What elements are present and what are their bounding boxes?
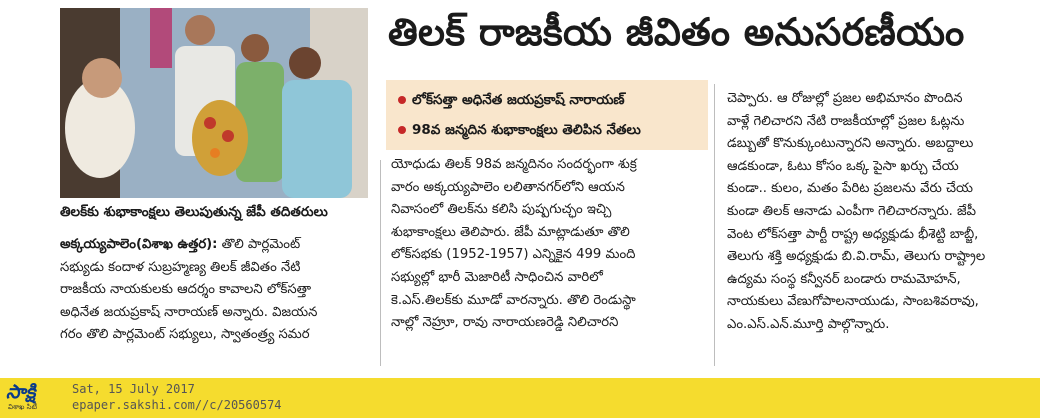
bullet-icon	[398, 96, 406, 104]
dateline: అక్కయ్యపాలెం(విశాఖ ఉత్తర):	[60, 237, 218, 252]
headline: తిలక్ రాజకీయ జీవితం అనుసరణీయం	[388, 10, 965, 54]
article-line: కె.ఎస్.తిలక్‌కు మూడో వారన్నారు. తొలి రెండుస్థా	[391, 292, 636, 308]
article-line: గరం తొలి పార్లమెంట్ సభ్యులు, స్వాతంత్ర్య సమర	[60, 327, 310, 343]
article-column-1	[60, 234, 376, 347]
logo-subtitle: విశాఖ సిటీ	[8, 403, 37, 411]
news-photo	[60, 8, 368, 198]
article-line: అధినేత జయప్రకాష్ నారాయణ్ అన్నారు. విజయన	[60, 304, 318, 320]
article-line: ఎం.ఎస్.ఎన్.మూర్తి పాల్గొన్నారు.	[727, 316, 890, 332]
article-line: నివాసంలో తిలక్‌ను కలిసి పుష్పగుచ్ఛం ఇచ్చి	[391, 202, 612, 218]
news-photo-illustration	[60, 8, 368, 198]
article-column-2	[391, 154, 706, 335]
highlight-item	[398, 92, 625, 111]
article-line: చెప్పారు. ఆ రోజుల్లో ప్రజల అభిమానం పొందిన	[727, 91, 963, 106]
article-line: సభ్యుడు కందాళ సుబ్రహ్మణ్య తిలక్ జీవితం నేటి	[60, 259, 301, 275]
article-line: నాల్లో నెహ్రూ, రావు నారాయణరెడ్డి నిలిచారని	[391, 315, 619, 331]
article-line: ఆడకుండా, ఓటు కోసం ఒక్క పైసా ఖర్చు చేయ	[727, 158, 959, 174]
highlights-box	[386, 80, 708, 150]
article-line: శుభాకాంక్షలు తెలిపారు. జేపీ మాట్లాడుతూ తొలి	[391, 224, 630, 240]
article-line: సభ్యుల్లో భారీ మెజారిటీ సాధించిన వారిలో	[391, 269, 603, 285]
edition-date: Sat, 15 July 2017	[72, 382, 195, 396]
article-line: నాయకులు వేణుగోపాలనాయుడు, సాంబశివరావు,	[727, 294, 979, 310]
epaper-footer	[0, 378, 1040, 418]
article-line: ఉద్యమ సంస్థ కన్వీనర్ బండారు రామమోహన్,	[727, 271, 961, 287]
article-line: యోధుడు తిలక్ 98వ జన్మదినం సందర్భంగా శుక్ర	[391, 157, 637, 172]
bullet-icon	[398, 126, 406, 134]
column-divider	[714, 84, 715, 366]
article-line	[60, 234, 376, 257]
article-line-text: తొలి పార్లమెంట్	[217, 237, 301, 252]
article-column-3	[727, 88, 1037, 337]
highlight-item	[398, 122, 641, 141]
logo-text: సాక్షి	[6, 381, 36, 403]
article-line: కుండా తిలక్ ఆనాడు ఎంపీగా గెలిచారన్నారు. జేపీ	[727, 203, 977, 219]
epaper-link[interactable]: epaper.sakshi.com//c/20560574	[72, 398, 282, 412]
article-line: డబ్బుతో కొనుక్కుంటున్నారని అన్నారు. అబద్దాలు	[727, 136, 974, 152]
column-divider	[380, 160, 381, 366]
highlight-text: 98వ జన్మదిన శుభాకాంక్షలు తెలిపిన నేతలు	[412, 122, 641, 138]
article-line: వారం అక్కయ్యపాలెం లలితానగర్‌లోని ఆయన	[391, 179, 625, 195]
article-line: కుండా.. కులం, మతం పేరిట ప్రజలను వేరు చేయ	[727, 181, 973, 197]
article-line: లోక్‌సభకు (1952-1957) ఎన్నికైన 499 మంది	[391, 247, 636, 263]
sakshi-logo[interactable]	[6, 381, 62, 415]
article-line: రాజకీయ నాయకులకు ఆదర్శం కావాలని లోక్‌సత్తా	[60, 282, 312, 298]
article-line: తెలుగు శక్తి అధ్యక్షుడు బి.వి.రామ్, తెలుగు రాష్ట్రాల	[727, 249, 986, 265]
photo-caption: తిలక్‌కు శుభాకాంక్షలు తెలుపుతున్న జేపీ తదితరులు	[60, 204, 328, 220]
highlight-text: లోక్‌సత్తా అధినేత జయప్రకాష్ నారాయణ్	[412, 92, 625, 108]
article-line: వాళ్లే గెలిచారని నేటి రాజకీయాల్లో ప్రజల ఓట్లను	[727, 113, 965, 129]
article-line: వెంట లోక్‌సత్తా పార్టీ రాష్ట్ర అధ్యక్షుడు భీశెట్టి బాబ్జీ,	[727, 226, 979, 242]
